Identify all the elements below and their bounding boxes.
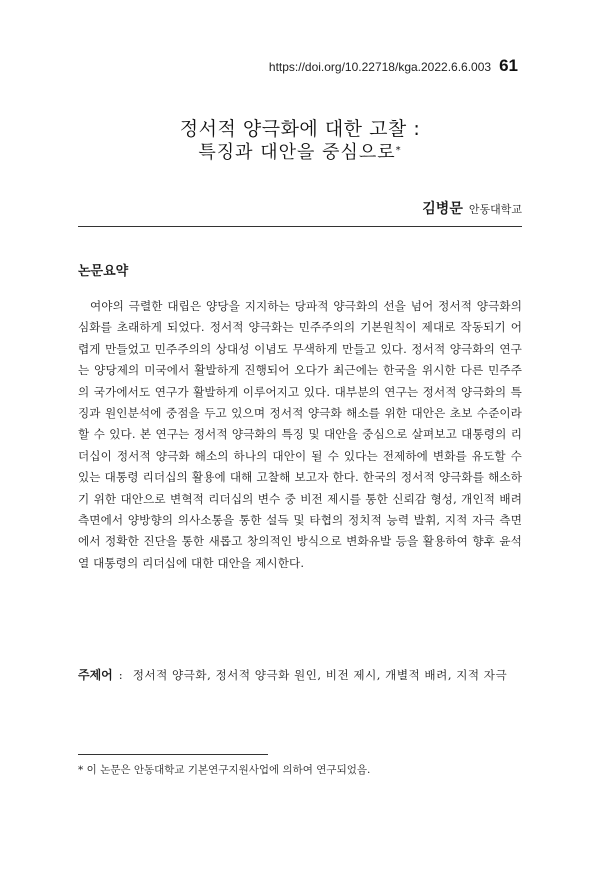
abstract-body: 여야의 극렬한 대립은 양당을 지지하는 당파적 양극화의 선을 넘어 정서적 양극화의 심화를 초래하게 되었다. 정서적 양극화는 민주주의의 기본원칙이 제대로 작동되기 어렵게 만들었고 민주주의의 상대성 이념도 무색하게 만들고 있다. 정서적 양극화의 연구는 양당제의 미국에서 활발하게 진행되어 오다가 최근에는 한국을 위시한 다른 민주주의 국가에서도 연구가 활발하게 이루어지고 있다. 대부분의 연구는 정서적 양극화의 특징과 원인분석에 중점을 두고 있으며 정서적 양극화 해소를 위한 대안은 초보 수준이라 할 수 있다. 본 연구는 정서적 양극화의 특징 및 대안을 중심으로 살펴보고 대통령의 리더십이 정서적 양극화 해소의 하나의 대안이 될 수 있다는 전제하에 변화를 유도할 수 있는 대통령 리더십의 활용에 대해 고찰해 보고자 한다. 한국의 정서적 양극화를 해소하기 위한 대안으로 변혁적 리더십의 변수 중 비전 제시를 통한 신뢰감 형성, 개인적 배려 측면에서 양방향의 의사소통을 통한 설득 및 타협의 정치적 능력 발휘, 지적 자극 측면에서 정확한 진단을 통한 새롭고 창의적인 방식으로 변화유발 등을 활용하여 향후 윤석열 대통령의 리더십에 대한 대안을 제시한다. [78,299,522,570]
doi-link[interactable]: https://doi.org/10.22718/kga.2022.6.6.003 [268,60,492,74]
paper-subtitle-line [0,142,600,164]
page-number: 61 [499,56,518,75]
page-header [269,56,518,76]
title-block [0,118,600,164]
keywords-section [78,665,522,686]
author-name: 김병문 [422,201,463,217]
paper-subtitle: 특징과 대안을 중심으로 [198,142,396,163]
footnote: * 이 논문은 안동대학교 기본연구지원사업에 의하여 연구되었음. [78,764,371,776]
header-divider [78,226,522,227]
footnote-divider [78,754,268,755]
author-line [422,198,522,218]
keywords-label: 주제어 [78,668,113,682]
title-footnote-marker: * [395,145,402,156]
author-affiliation: 안동대학교 [468,203,522,216]
keywords-text: 정서적 양극화, 정서적 양극화 원인, 비전 제시, 개별적 배려, 지적 자극 [132,668,508,682]
paper-title: 정서적 양극화에 대한 고찰 : [179,118,421,140]
abstract-heading: 논문요약 [78,264,129,279]
keywords-colon: : [118,668,123,682]
